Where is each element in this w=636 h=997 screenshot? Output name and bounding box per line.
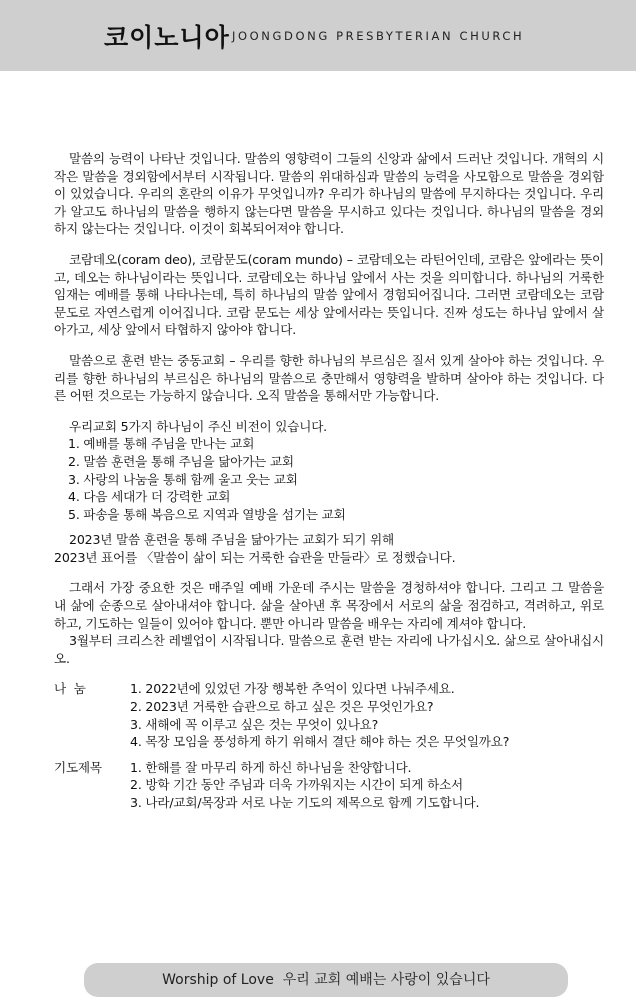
page-footer [84, 963, 568, 997]
sharing-item: 1. 2022년에 있었던 가장 행복한 추억이 있다면 나눠주세요. [130, 681, 455, 697]
paragraph-levelup: 3월부터 크리스찬 레벨업이 시작됩니다. 말씀으로 훈련 받는 자리에 나가십시오. 삶으로 살아내십시오. [54, 633, 604, 666]
vision-lead: 우리교회 5가지 하나님이 주신 비전이 있습니다. [69, 418, 327, 434]
motto-line: 2023년 표어를 〈말씀이 삶이 되는 거룩한 습관을 만들라〉로 정했습니다. [54, 549, 456, 565]
paragraph-word-training: 말씀으로 훈련 받는 중동교회 – 우리를 향한 하나님의 부르심은 질서 있게 살아야 하는 것입니다. 우리를 향한 하나님의 부르심은 하나님의 말씀으로 충만해서 영향력을 발하며 살아야 하는 것입니다. 다른 어떤 것으로는 가능하지 않습니다. 오직 말씀을 통해서만 가능합니다. [54, 352, 604, 404]
prayer-section [54, 759, 604, 812]
prayer-item: 1. 한해를 잘 마무리 하게 하신 하나님을 찬양합니다. [130, 759, 412, 775]
header-subtitle: JOONGDONG PRESBYTERIAN CHURCH [232, 29, 525, 43]
vision-list [54, 418, 604, 524]
page-header [0, 0, 636, 71]
vision-item: 2. 말씀 훈련을 통해 주님을 닮아가는 교회 [68, 453, 294, 469]
sharing-label: 나 눔 [54, 681, 86, 697]
sharing-item: 4. 목장 모임을 풍성하게 하기 위해서 결단 해야 하는 것은 무엇일까요? [130, 734, 510, 750]
prayer-item: 2. 방학 기간 동안 주님과 더욱 가까워지는 시간이 되게 하소서 [130, 777, 464, 793]
prayer-label: 기도제목 [54, 759, 102, 775]
article-body [54, 150, 604, 812]
vision-item: 3. 사랑의 나눔을 통해 함께 울고 웃는 교회 [68, 471, 298, 487]
sharing-item: 2. 2023년 거룩한 습관으로 하고 싶은 것은 무엇인가요? [130, 699, 434, 715]
sharing-item: 3. 새해에 꼭 이루고 싶은 것는 무엇이 있나요? [130, 716, 379, 732]
footer-text: Worship of Love 우리 교회 예배는 사랑이 있습니다 [162, 972, 490, 988]
paragraph-word-power: 말씀의 능력이 나타난 것입니다. 말씀의 영향력이 그들의 신앙과 삶에서 드러난 것입니다. 개혁의 시작은 말씀을 경외함에서부터 시작됩니다. 말씀의 위대하심과 말씀의 능력을 사모함으로 말씀을 경외함이 있었습니다. 우리의 혼란의 이유가 무엇입니까? 우리가 하나님의 말씀에 무지하다는 것입니다. 우리가 알고도 하나님의 말씀을 행하지 않는다면 말씀을 무시하고 있다는 것입니다. 하나님의 말씀을 경외하지 않는다는 것입니다. 이것이 회복되어져야 합니다. [54, 151, 604, 237]
vision-item: 5. 파송을 통해 복음으로 지역과 열방을 섬기는 교회 [68, 506, 346, 522]
vision-item: 4. 다음 세대가 더 강력한 교회 [68, 489, 231, 505]
sharing-section [54, 680, 604, 750]
prayer-item: 3. 나라/교회/목장과 서로 나눈 기도의 제목으로 함께 기도합니다. [130, 795, 480, 810]
paragraph-coram-deo: 코람데오(coram deo), 코람문도(coram mundo) – 코람데오는 라틴어인데, 코람은 앞에라는 뜻이고, 데오는 하나님이라는 뜻입니다. 코람데오는 하나님 앞에서 사는 것을 의미합니다. 하나님의 거룩한 임재는 예배를 통해 나타나는데, 특히 하나님의 말씀 앞에서 경험되어집니다. 그러면 코람데오는 코람문도로 자연스럽게 이어집니다. 코람 문도는 세상 앞에서라는 뜻입니다. 진짜 성도는 하나님 앞에서 살아가고, 세상 앞에서 타협하지 않아야 합니다. [54, 251, 604, 338]
motto-line: 2023년 말씀 훈련을 통해 주님을 닮아가는 교회가 되기 위해 [69, 532, 394, 548]
motto-block [54, 531, 604, 566]
paragraph-closing: 그래서 가장 중요한 것은 매주일 예배 가운데 주시는 말씀을 경청하셔야 합니다. 그리고 그 말씀을 내 삶에 순종으로 살아내셔야 합니다. 삶을 살아낸 후 목장에서 서로의 삶을 점검하고, 격려하고, 위로하고, 기도하는 일들이 있어야 합니다. 뿐만 아니라 말씀을 배우는 자리에 계셔야 합니다. [54, 580, 604, 631]
header-title: 코이노니아 [104, 23, 230, 52]
vision-item: 1. 예배를 통해 주님을 만나는 교회 [68, 436, 255, 452]
